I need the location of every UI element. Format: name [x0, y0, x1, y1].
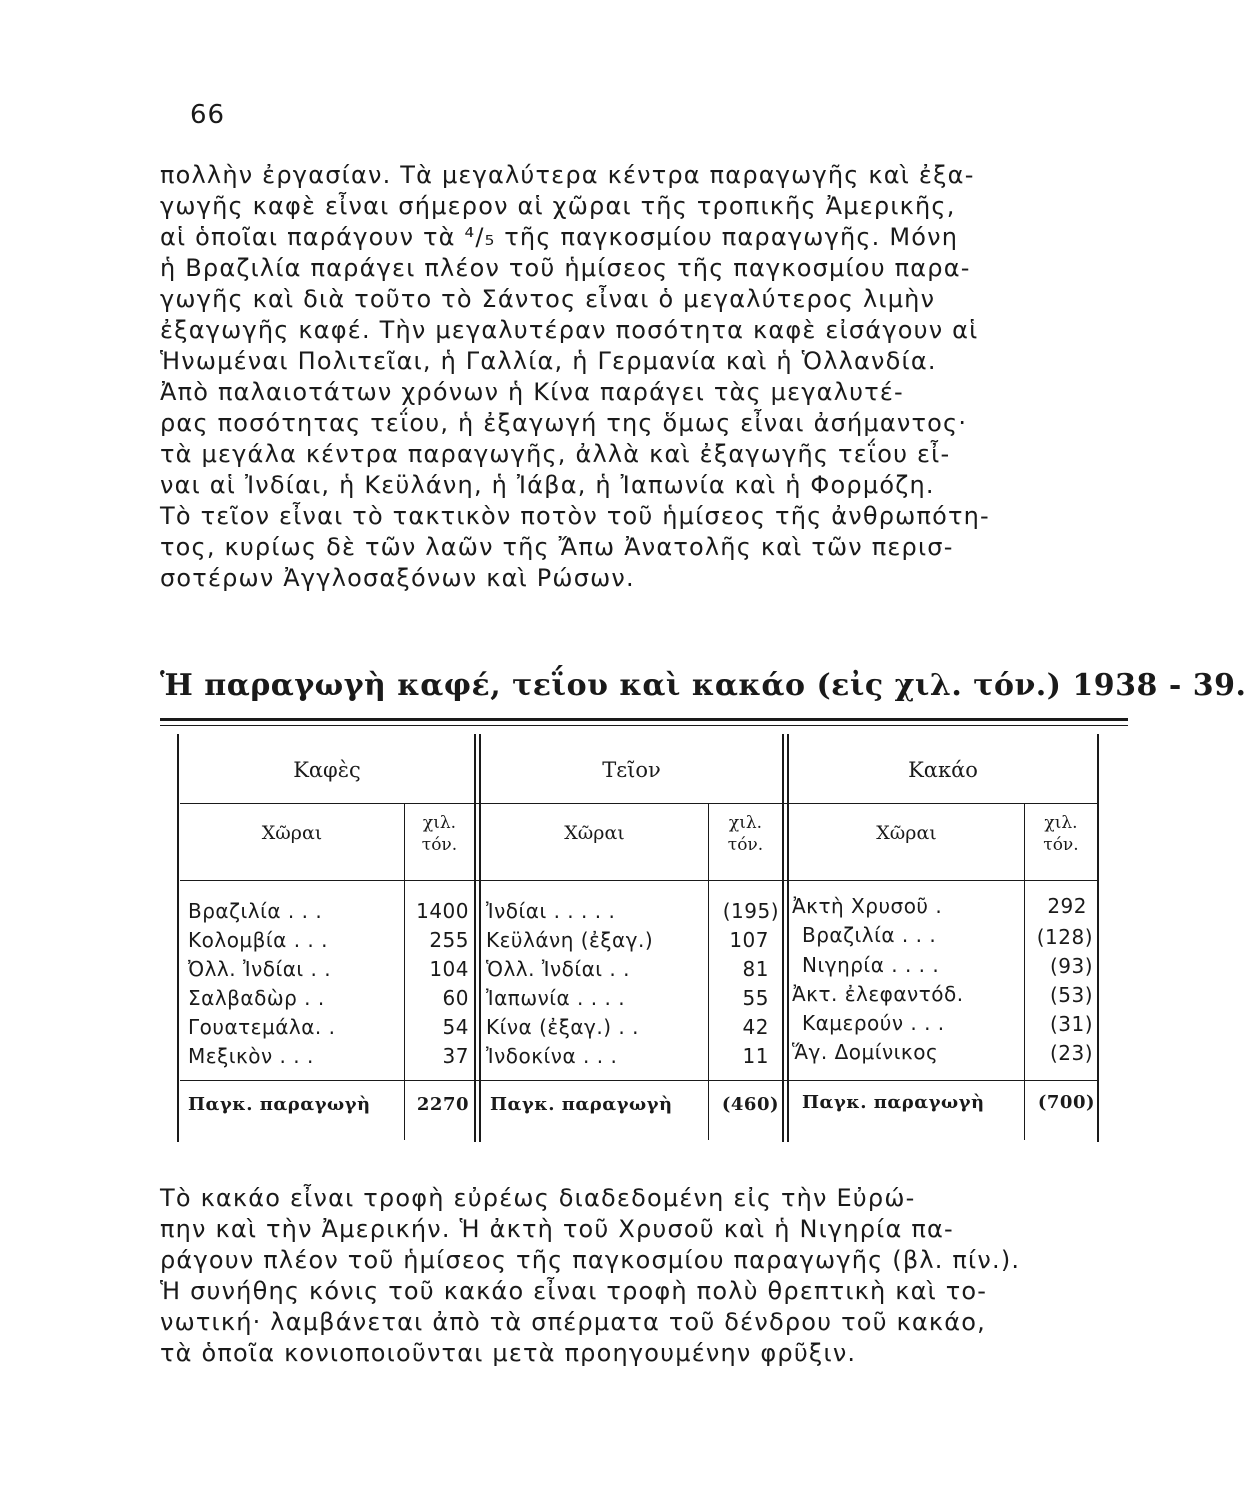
cocoa-total-value: (700)	[1037, 1092, 1095, 1113]
text-line: τὰ μεγάλα κέντρα παραγωγῆς, ἀλλὰ καὶ ἐξαγωγῆς τεΐου εἶ-	[160, 440, 951, 468]
total-rule	[180, 1080, 1097, 1081]
coffee-total-value: 2270	[416, 1094, 469, 1115]
table-top-rule-thin	[160, 725, 1128, 726]
coffee-country: Κολομβία . . .	[188, 928, 329, 952]
text-line: Ἡνωμέναι Πολιτεῖαι, ἡ Γαλλία, ἡ Γερμανία καὶ ἡ Ὁλλανδία.	[160, 347, 937, 375]
text-line: πολλὴν ἐργασίαν. Τὰ μεγαλύτερα κέντρα παραγωγῆς καὶ ἐξα-	[160, 161, 975, 189]
cocoa-country: Νιγηρία . . . .	[802, 953, 940, 977]
col-head-unit: χιλ. τόν.	[727, 813, 764, 855]
text-line: ναι αἱ Ἰνδίαι, ἡ Κεϋλάνη, ἡ Ἰάβα, ἡ Ἰαπωνία καὶ ἡ Φορμόζη.	[160, 471, 935, 499]
tea-total-label: Παγκ. παραγωγὴ	[490, 1094, 673, 1115]
cocoa-value: (53)	[1049, 983, 1093, 1007]
page-number: 66	[190, 100, 226, 130]
coffee-value: 104	[429, 957, 469, 981]
tea-country: Ὁλλ. Ἰνδίαι . .	[486, 957, 631, 981]
coffee-country: Γουατεμάλα. .	[188, 1015, 336, 1039]
tea-value: 11	[742, 1044, 769, 1068]
text-line: ράγουν πλέον τοῦ ἡμίσεος τῆς παγκοσμίου παραγωγῆς (βλ. πίν.).	[160, 1246, 1021, 1274]
tea-country: Κεϋλάνη (ἐξαγ.)	[486, 928, 654, 952]
table-title: Ἡ παραγωγὴ καφέ, τεΐου καὶ κακάο (εἰς χιλ. τόν.) 1938 - 39.	[160, 668, 1246, 703]
cocoa-country: Ἀκτ. ἐλεφαντόδ.	[792, 982, 964, 1006]
tea-country: Κίνα (ἐξαγ.) . .	[486, 1015, 639, 1039]
cocoa-value: 292	[1047, 894, 1087, 918]
table-border-left	[177, 734, 179, 1142]
table-border-right	[1097, 734, 1099, 1142]
cocoa-total-label: Παγκ. παραγωγὴ	[802, 1092, 985, 1113]
col-head-unit: χιλ. τόν.	[421, 813, 458, 855]
coffee-value: 54	[442, 1015, 469, 1039]
cocoa-country: Ἀκτὴ Χρυσοῦ .	[792, 894, 943, 918]
paragraph-coffee-tea	[160, 160, 1125, 594]
tea-value: 107	[729, 928, 769, 952]
col-head-country: Χῶραι	[876, 822, 937, 844]
cocoa-value: (93)	[1049, 954, 1093, 978]
coffee-value: 255	[429, 928, 469, 952]
coffee-total-label: Παγκ. παραγωγὴ	[188, 1094, 371, 1115]
cocoa-country: Καμερούν . . .	[802, 1011, 945, 1035]
text-line: αἱ ὁποῖαι παράγουν τὰ ⁴/₅ τῆς παγκοσμίου παραγωγῆς. Μόνη	[160, 223, 959, 251]
text-line: Τὸ τεῖον εἶναι τὸ τακτικὸν ποτὸν τοῦ ἡμίσεος τῆς ἀνθρωπότη-	[160, 502, 990, 530]
cocoa-country: Βραζιλία . . .	[802, 923, 937, 947]
tea-value: 42	[742, 1015, 769, 1039]
header-rule	[180, 803, 1097, 804]
tea-value: (195)	[722, 899, 779, 923]
group-head-tea: Τεῖον	[602, 758, 661, 782]
table-top-rule	[160, 718, 1128, 721]
tea-total-value: (460)	[721, 1094, 779, 1115]
text-line: τος, κυρίως δὲ τῶν λαῶν τῆς Ἄπω Ἀνατολῆς καὶ τῶν περισ-	[160, 533, 954, 561]
coffee-value: 1400	[416, 899, 469, 923]
text-line: ρας ποσότητας τεΐου, ἡ ἐξαγωγή της ὅμως εἶναι ἀσήμαντος·	[160, 409, 968, 437]
coffee-value: 60	[442, 986, 469, 1010]
group-head-coffee: Καφὲς	[293, 758, 361, 782]
text-line: ἡ Βραζιλία παράγει πλέον τοῦ ἡμίσεος τῆς παγκοσμίου παρα-	[160, 254, 971, 282]
coffee-country: Μεξικὸν . . .	[188, 1044, 314, 1068]
tea-country: Ἰνδοκίνα . . .	[486, 1044, 618, 1068]
paragraph-cocoa	[160, 1183, 1125, 1369]
text-line: σοτέρων Ἀγγλοσαξόνων καὶ Ρώσων.	[160, 564, 635, 592]
text-line: πην καὶ τὴν Ἀμερικήν. Ἡ ἀκτὴ τοῦ Χρυσοῦ καὶ ἡ Νιγηρία πα-	[160, 1215, 954, 1243]
cocoa-value: (128)	[1036, 925, 1093, 949]
coffee-country: Σαλβαδὼρ . .	[188, 986, 325, 1010]
coffee-country: Βραζιλία . . .	[188, 899, 323, 923]
text-line: νωτική· λαμβάνεται ἀπὸ τὰ σπέρματα τοῦ δένδρου τοῦ κακάο,	[160, 1308, 986, 1336]
text-line: τὰ ὁποῖα κονιοποιοῦνται μετὰ προηγουμένην φρῦξιν.	[160, 1339, 857, 1367]
coffee-value: 37	[442, 1044, 469, 1068]
tea-country: Ἰνδίαι . . . . .	[486, 899, 616, 923]
col-head-country: Χῶραι	[261, 822, 323, 844]
text-line: ἐξαγωγῆς καφέ. Τὴν μεγαλυτέραν ποσότητα καφὲ εἰσάγουν αἱ	[160, 316, 979, 344]
text-line: γωγῆς καὶ διὰ τοῦτο τὸ Σάντος εἶναι ὁ μεγαλύτερος λιμὴν	[160, 285, 936, 313]
cocoa-country: Ἅγ. Δομίνικος	[792, 1040, 939, 1064]
group-head-cocoa: Κακάο	[908, 758, 978, 782]
cocoa-value: (31)	[1049, 1012, 1093, 1036]
text-line: Ἀπὸ παλαιοτάτων χρόνων ἡ Κίνα παράγει τὰς μεγαλυτέ-	[160, 378, 904, 406]
subheader-rule	[180, 880, 1097, 881]
coffee-country: Ὀλλ. Ἰνδίαι . .	[188, 957, 332, 981]
col-head-unit: χιλ. τόν.	[1043, 813, 1079, 855]
text-line: γωγῆς καφὲ εἶναι σήμερον αἱ χῶραι τῆς τροπικῆς Ἀμερικῆς,	[160, 192, 956, 220]
tea-value: 55	[742, 986, 769, 1010]
text-line: Ἡ συνήθης κόνις τοῦ κακάο εἶναι τροφὴ πολὺ θρεπτικὴ καὶ το-	[160, 1277, 988, 1305]
tea-value: 81	[742, 957, 769, 981]
cocoa-value: (23)	[1049, 1041, 1093, 1065]
tea-country: Ἰαπωνία . . . .	[486, 986, 626, 1010]
text-line: Τὸ κακάο εἶναι τροφὴ εὐρέως διαδεδομένη εἰς τὴν Εὐρώ-	[160, 1184, 916, 1212]
col-head-country: Χῶραι	[564, 822, 625, 844]
